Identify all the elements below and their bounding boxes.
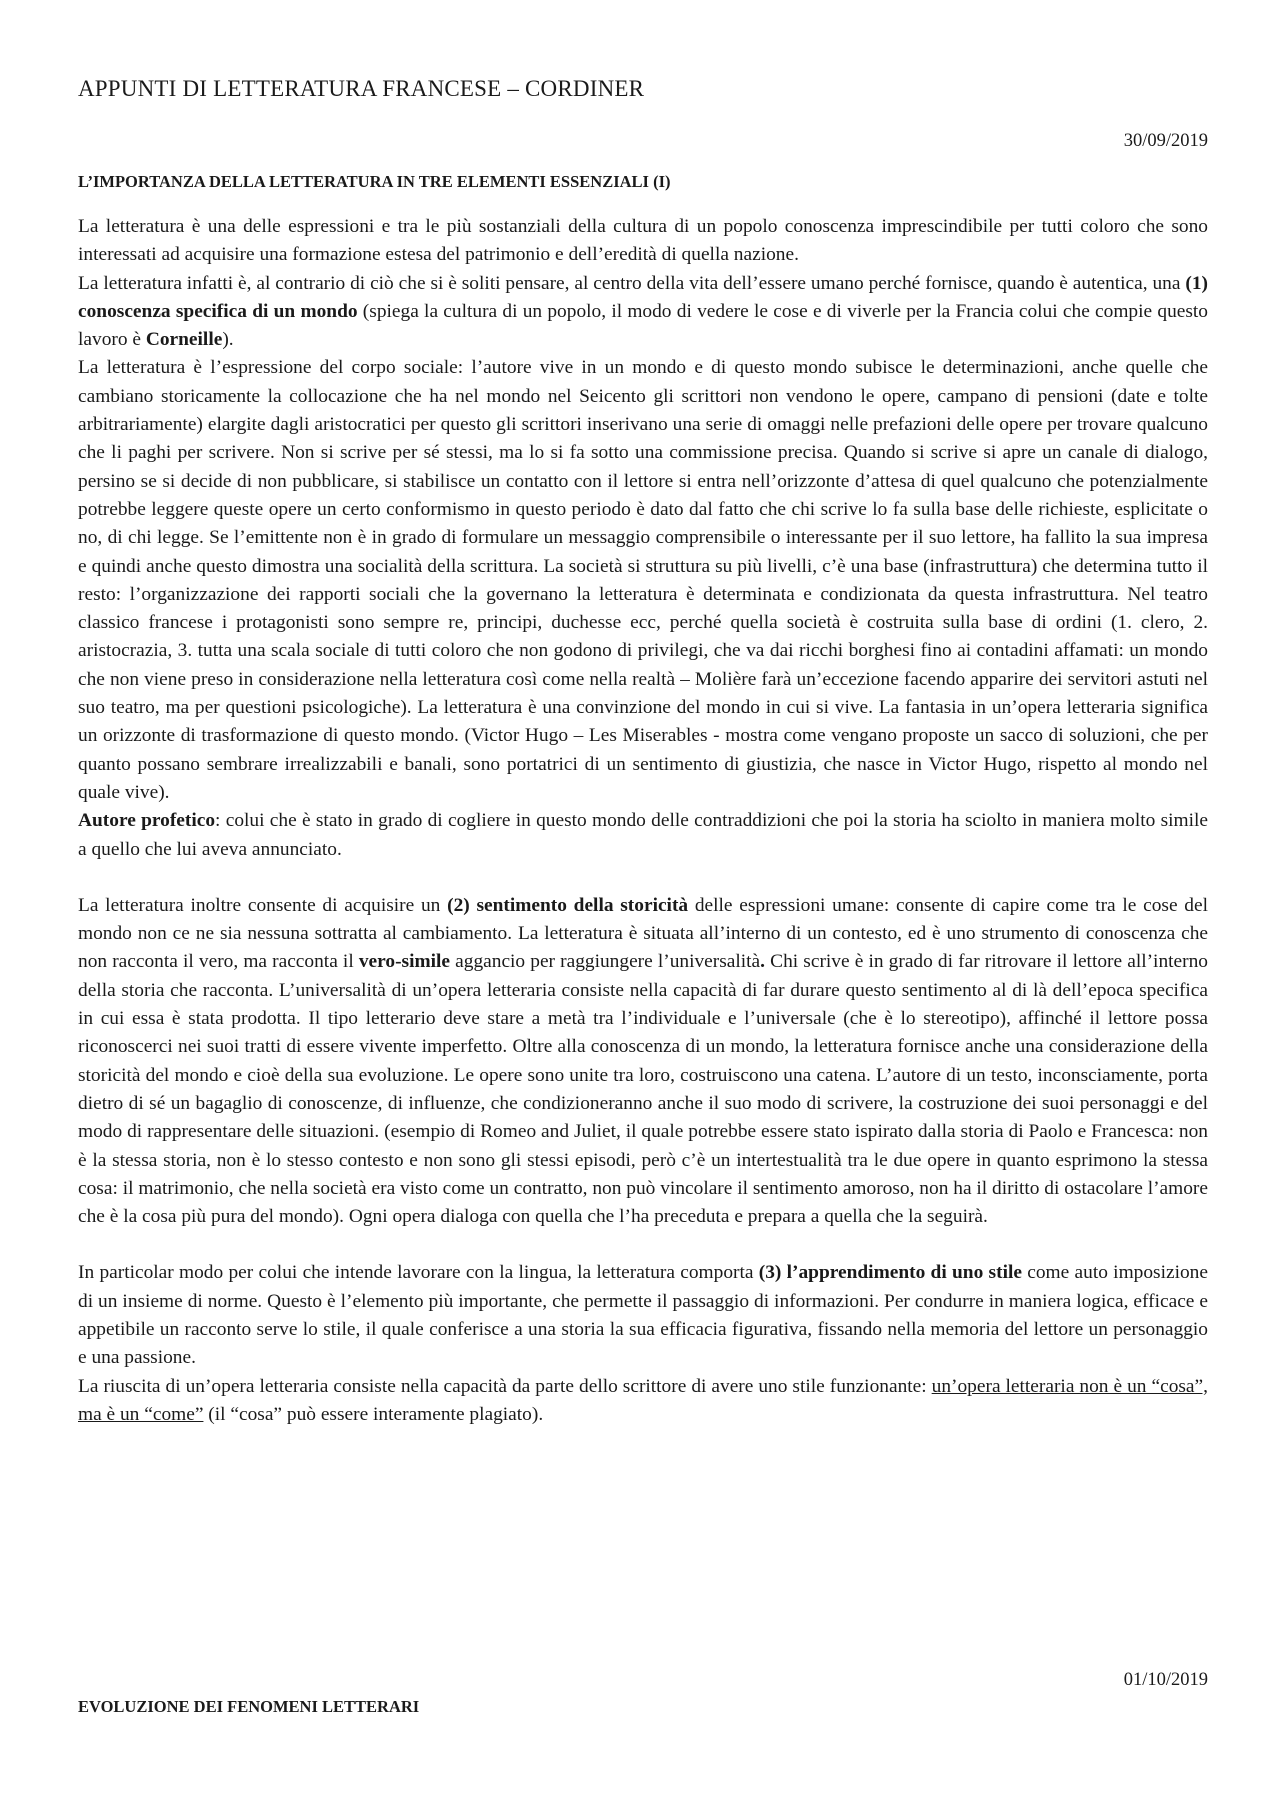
bold-term: (2) sentimento della storicità <box>447 894 689 916</box>
paragraph: La letteratura è l’espressione del corpo sociale: l’autore vive in un mondo e di questo mondo subisce le determinazioni, anche quelle che cambiano storicamente la collocazione che ha nel mondo nel Seicento gli scrittori non vendono le opere, campano di pensioni (date e tolte arbitrariamente) elargite dagli aristocratici per questo gli scrittori inserivano una serie di omaggi nelle prefazioni delle opere per trovare qualcuno che li paghi per scrivere. Non si scrive per sé stessi, ma lo si fa sotto una commissione precisa. Quando si scrive si apre un canale di dialogo, persino se si decide di non pubblicare, si stabilisce un contatto con il lettore si entra nell’orizzonte d’attesa di quel qualcuno che potenzialmente potrebbe leggere queste opere un certo conformismo in questo periodo è dato dal fatto che chi scrive lo fa sulla base delle richieste, esplicitate o no, di chi legge. Se l’emittente non è in grado di formulare un messaggio comprensibile o interessante per il suo lettore, ha fallito la sua impresa e quindi anche questo dimostra una socialità della scrittura. La società si struttura su più livelli, c’è una base (infrastruttura) che determina tutto il resto: l’organizzazione dei rapporti sociali che la governano la letteratura è determinata e condizionata da questa infrastruttura. Nel teatro classico francese i protagonisti sono sempre re, principi, duchesse ecc, perché quella società è costruita sulla base di ordini (1. clero, 2. aristocrazia, 3. tutta una scala sociale di tutti coloro che non godono di privilegi, che va dai ricchi borghesi fino ai contadini affamati: un mondo che non viene preso in considerazione nella letteratura così come nella realtà – Molière farà un’eccezione facendo apparire dei servitori astuti nel suo teatro, ma per questioni psicologiche). La letteratura è una convinzione del mondo in cui si vive. La fantasia in un’opera letteraria significa un orizzonte di trasformazione di questo mondo. (Victor Hugo – Les Miserables - mostra come vengano proposte un sacco di soluzioni, che per quanto possano sembrare irrealizzabili e banali, sono portatrici di un sentimento di giustizia, che nasce in Victor Hugo, rispetto al mondo nel quale vive). <box>78 357 1208 803</box>
text-run: (spiega la cultura di un popolo, il modo di vedere le cose e di viverle per la Francia colui che compie questo lavoro è <box>78 300 1208 351</box>
underlined-text: un’opera letteraria non è un “cosa”, ma è un “come” <box>78 1375 1208 1425</box>
section-heading: L’IMPORTANZA DELLA LETTERATURA IN TRE ELEMENTI ESSENZIALI (I) <box>78 172 671 191</box>
document-title: APPUNTI DI LETTERATURA FRANCESE – CORDINER <box>78 76 645 101</box>
date-label: 01/10/2019 <box>1123 1670 1208 1690</box>
bold-term: vero-simile <box>358 951 451 973</box>
paragraph <box>78 807 1208 864</box>
paragraph <box>78 1259 1208 1372</box>
paragraph <box>78 892 1208 1232</box>
bold-term: . <box>760 951 766 973</box>
text-run: aggancio per raggiungere l’universalità <box>450 951 761 973</box>
document-body <box>78 213 1208 1429</box>
bold-term: (1) conoscenza specifica di un mondo <box>78 272 1208 322</box>
paragraph: La letteratura è una delle espressioni e tra le più sostanziali della cultura di un popolo conoscenza imprescindibile per tutti coloro che sono interessati ad acquisire una formazione estesa del patrimonio e dell’eredità di quella nazione. <box>78 216 1208 266</box>
section-heading: EVOLUZIONE DEI FENOMENI LETTERARI <box>78 1697 420 1716</box>
bold-term: Corneille <box>145 329 223 351</box>
bold-term: (3) l’apprendimento di uno stile <box>758 1262 1022 1284</box>
paragraph <box>78 270 1208 355</box>
text-run: : colui che è stato in grado di cogliere in questo mondo delle contraddizioni che poi la storia ha sciolto in maniera molto simile a quello che lui aveva annunciato. <box>78 810 1208 860</box>
date-label: 30/09/2019 <box>1123 131 1208 151</box>
text-run: delle espressioni umane: consente di capire come tra le cose del mondo non ce ne sia nessuna sottratta al cambiamento. La letteratura è situata all’interno di un contesto, ed è uno strumento di conoscenza che non racconta il vero, ma racconta il <box>78 894 1208 973</box>
text-run: La letteratura infatti è, al contrario di ciò che si è soliti pensare, al centro della vita dell’essere umano perché fornisce, quando è autentica, una <box>78 272 1186 294</box>
bold-term: Autore profetico <box>78 810 216 832</box>
text-run: (il “cosa” può essere interamente plagiato). <box>203 1403 544 1425</box>
text-run: La letteratura inoltre consente di acquisire un <box>78 894 448 916</box>
text-run: In particolar modo per colui che intende lavorare con la lingua, la letteratura comporta <box>78 1262 759 1284</box>
text-run: come auto imposizione di un insieme di norme. Questo è l’elemento più importante, che permette il passaggio di informazioni. Per condurre in maniera logica, efficace e appetibile un racconto serve lo stile, il quale conferisce a una storia la sua efficacia figurativa, fissando nella memoria del lettore un personaggio e una passione. <box>78 1262 1208 1369</box>
text-run: ). <box>222 329 234 351</box>
text-run: La riuscita di un’opera letteraria consiste nella capacità da parte dello scrittore di avere uno stile funzionante: <box>78 1375 932 1397</box>
text-run: Chi scrive è in grado di far ritrovare il lettore all’interno della storia che racconta. L’universalità di un’opera letteraria consiste nella capacità di far durare questo sentimento al di là dell’epoca specifica in cui essa è stata prodotta. Il tipo letterario deve stare a metà tra l’individuale e l’universale (che è lo stereotipo), affinché il lettore possa riconoscerci nei suoi tratti di essere vivente imperfetto. Oltre alla conoscenza di un mondo, la letteratura fornisce anche una considerazione della storicità del mondo e cioè della sua evoluzione. Le opere sono unite tra loro, costruiscono una catena. L’autore di un testo, inconsciamente, porta dietro di sé un bagaglio di conoscenze, di influenze, che condizioneranno anche il suo modo di scrivere, la costruzione dei suoi personaggi e del modo di rappresentare delle situazioni. (esempio di Romeo and Juliet, il quale potrebbe essere stato ispirato dalla storia di Paolo e Francesca: non è la stessa storia, non è lo stesso contesto e non sono gli stessi episodi, però c’è un intertestualità tra le due opere in quanto esprimono la stessa cosa: il matrimonio, che nella società era visto come un contratto, non può vincolare il sentimento amoroso, non ha il diritto di ostacolare l’amore che è la cosa più pura del mondo). Ogni opera dialoga con quella che l’ha preceduta e prepara a quella che la seguirà. <box>78 951 1208 1228</box>
paragraph <box>78 1373 1208 1430</box>
